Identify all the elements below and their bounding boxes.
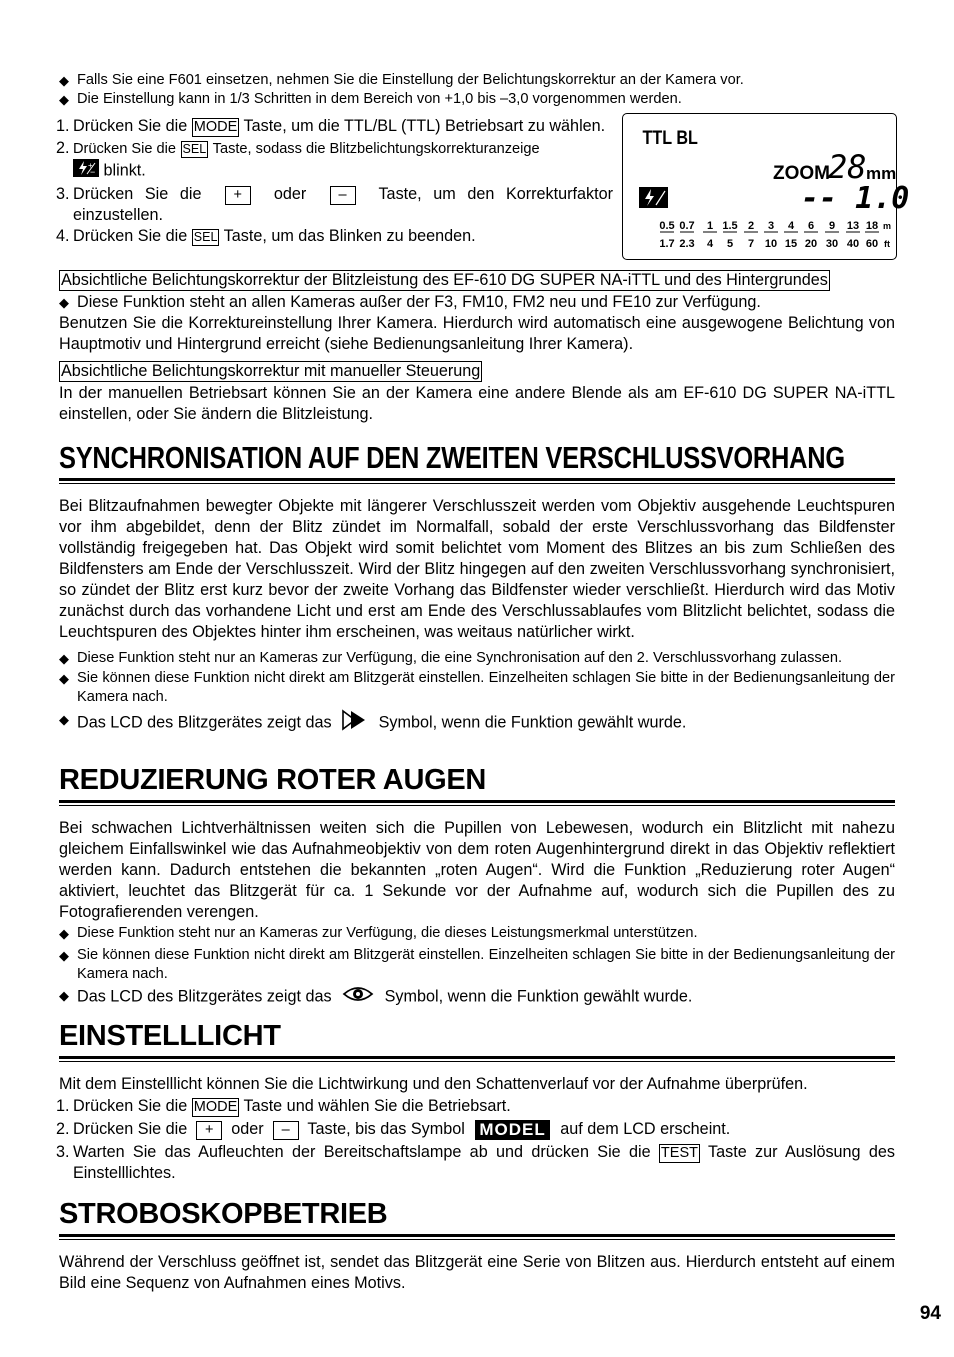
lcd-comp-value: -- 1.0 bbox=[801, 181, 910, 216]
bullet-item: ◆ Das LCD des Blitzgerätes zeigt das Symbol, wenn die Funktion gewählt wurde. bbox=[59, 709, 895, 737]
heading-rule bbox=[59, 478, 895, 484]
test-key: TEST bbox=[660, 1145, 698, 1161]
lcd-display bbox=[622, 113, 910, 260]
lcd-mode: TTL BL bbox=[642, 126, 698, 149]
heading-rule bbox=[59, 1234, 895, 1240]
diamond-icon: ◆ bbox=[59, 712, 69, 727]
plus-key: + bbox=[196, 1121, 222, 1140]
lcd-scale-label: 4 bbox=[706, 238, 714, 250]
flash-compensation-icon bbox=[73, 159, 99, 183]
heading-rule bbox=[59, 800, 895, 806]
paragraph: Bei schwachen Lichtverhältnissen weiten sich die Pupillen von Lebewesen, wodurch ein Blitzlicht mit nahezu gleichem Einfallswinkel wie das Aufnahmeobjektiv von dem roten Augenhintergrund direkt in das Objektiv reflektiert werden kann. Dadurch entstehen die bekannten „roten Augen“. Wird die Funktion „Reduzierung roter Augen“ aktiviert, leuchtet das Blitzgerät für ca. 1 Sekunde vor der Aufnahme auf, wodurch sich die Pupillen des zu Fotografierenden verengen. bbox=[59, 819, 895, 921]
lcd-scale-label: 30 bbox=[825, 238, 839, 250]
diamond-icon: ◆ bbox=[59, 948, 69, 963]
section-modelling-light bbox=[56, 1019, 895, 1184]
section-heading: SYNCHRONISATION AUF DEN ZWEITEN VERSCHLUSSVORHANG bbox=[59, 440, 845, 475]
step-1: 1. Drücken Sie die MODE Taste und wählen Sie die Betriebsart. bbox=[56, 1097, 511, 1115]
lcd-zoom-unit: mm bbox=[866, 164, 897, 183]
lcd-scale-label: 4 bbox=[787, 220, 795, 232]
lcd-scale-label: 1 bbox=[706, 220, 714, 232]
bullet-item: ◆ Die Einstellung kann in 1/3 Schritten in dem Bereich von +1,0 bis –3,0 vorgenommen werden. bbox=[59, 91, 682, 107]
lcd-zoom-label: ZOOM bbox=[773, 163, 830, 184]
lcd-scale-label: 1.7 bbox=[659, 238, 675, 250]
step-2: 2. Drücken Sie die SEL Taste, sodass die Blitzbelichtungskorrekturanzeige + − blinkt. bbox=[59, 138, 613, 183]
bullet-item: ◆ Falls Sie eine F601 einsetzen, nehmen Sie die Einstellung der Belichtungskorrektur an der Kamera vor. bbox=[59, 72, 744, 88]
bullet-item: ◆ Diese Funktion steht nur an Kameras zur Verfügung, die dieses Leistungsmerkmal unterstützen. bbox=[59, 925, 698, 941]
minus-key: – bbox=[273, 1121, 299, 1140]
lcd-scale-label: 6 bbox=[807, 220, 815, 232]
boxed-heading: Absichtliche Belichtungskorrektur mit manueller Steuerung bbox=[61, 362, 481, 380]
diamond-icon: ◆ bbox=[59, 73, 69, 88]
paragraph: Mit dem Einstelllicht können Sie die Lichtwirkung und den Schattenverlauf vor der Aufnahme überprüfen. bbox=[59, 1075, 808, 1093]
lcd-scale-unit: ft bbox=[884, 239, 890, 249]
lcd-scale-label: 7 bbox=[747, 238, 755, 250]
lcd-scale-label: 15 bbox=[784, 238, 798, 250]
lcd-zoom-value: 28 bbox=[828, 148, 867, 186]
section-strobo bbox=[59, 1197, 895, 1294]
section-heading: STROBOSKOPBETRIEB bbox=[59, 1198, 388, 1230]
lcd-scale-label: 5 bbox=[726, 238, 734, 250]
lcd-scale-unit: m bbox=[882, 221, 892, 231]
top-bullets bbox=[59, 71, 895, 109]
sel-key: SEL bbox=[182, 142, 207, 156]
bullet-item: ◆ Sie können diese Funktion nicht direkt am Blitzgerät einstellen. Einzelheiten schlagen Sie bitte in der Bedienungsanleitung der Kamera nach. bbox=[59, 670, 895, 705]
block-ttl-compensation bbox=[59, 270, 895, 355]
lcd-scale-label: 0.7 bbox=[679, 220, 695, 232]
lcd-feet-scale bbox=[659, 238, 890, 250]
lcd-scale-label: 3 bbox=[767, 220, 775, 232]
diamond-icon: ◆ bbox=[59, 92, 69, 107]
mode-key: MODE bbox=[193, 119, 238, 135]
lcd-scale-label: 20 bbox=[804, 238, 818, 250]
heading-rule bbox=[59, 1056, 895, 1062]
diamond-icon: ◆ bbox=[59, 988, 69, 1003]
red-eye-icon bbox=[342, 985, 374, 1009]
page-number: 94 bbox=[919, 1303, 941, 1324]
lcd-scale-label: 2.3 bbox=[679, 238, 695, 250]
boxed-heading: Absichtliche Belichtungskorrektur der Blitzleistung des EF-610 DG SUPER NA-iTTL und des Hintergrundes bbox=[61, 271, 828, 289]
bullet-item: ◆ Diese Funktion steht nur an Kameras zur Verfügung, die eine Synchronisation auf den 2. Verschlussvorhang zulassen. bbox=[59, 650, 843, 666]
svg-text:+: + bbox=[88, 161, 93, 170]
section-heading: EINSTELLLICHT bbox=[59, 1020, 281, 1052]
paragraph: In der manuellen Betriebsart können Sie an der Kamera eine andere Blende als am EF-610 DG SUPER NA-iTTL einstellen, oder Sie ändern die Blitzleistung. bbox=[59, 384, 895, 423]
lcd-scale-label: 18 bbox=[865, 220, 879, 232]
rear-curtain-sync-icon bbox=[340, 709, 370, 737]
lcd-meter-scale bbox=[659, 220, 891, 232]
lcd-scale-label: 9 bbox=[828, 220, 836, 232]
lcd-scale-label: 2 bbox=[747, 220, 755, 232]
step-3: 3. Warten Sie das Aufleuchten der Bereitschaftslampe ab und drücken Sie die TEST Taste zur Auslösung des Einstelllichtes. bbox=[56, 1143, 895, 1182]
lcd-scale-label: 10 bbox=[764, 238, 778, 250]
diamond-icon: ◆ bbox=[59, 671, 69, 686]
compensation-steps bbox=[56, 116, 614, 247]
section-heading: REDUZIERUNG ROTER AUGEN bbox=[59, 764, 487, 796]
svg-text:−: − bbox=[90, 167, 96, 177]
step-2: 2. Drücken Sie die + oder – Taste, bis das Symbol MODEL auf dem LCD erscheint. bbox=[56, 1119, 731, 1139]
lcd-scale-label: 13 bbox=[846, 220, 860, 232]
model-lcd-icon: MODEL bbox=[475, 1120, 549, 1140]
diamond-icon: ◆ bbox=[59, 651, 69, 666]
step-3: 3. Drücken Sie die + oder – Taste, um den Korrekturfaktor einzustellen. bbox=[56, 185, 614, 224]
paragraph: Während der Verschluss geöffnet ist, sendet das Blitzgerät eine Serie von Blitzen aus. Hierdurch entsteht auf einem Bild eine Sequenz von Aufnahmen eines Motivs. bbox=[59, 1253, 895, 1292]
lcd-scale-label: 1.5 bbox=[722, 220, 738, 232]
paragraph: Benutzen Sie die Korrektureinstellung Ihrer Kamera. Hierdurch wird automatisch eine ausgewogene Belichtung von Hauptmotiv und Hintergrund erreicht (siehe Bedienungsanleitung Ihrer Kamera). bbox=[59, 314, 895, 353]
lcd-flash-compensation-icon bbox=[639, 187, 668, 208]
bullet-item: ◆ Diese Funktion steht an allen Kameras außer der F3, FM10, FM2 neu und FE10 zur Verfügung. bbox=[59, 293, 761, 311]
plus-key: + bbox=[225, 186, 251, 205]
lcd-scale-label: 40 bbox=[846, 238, 860, 250]
step-4: 4. Drücken Sie die SEL Taste, um das Blinken zu beenden. bbox=[56, 227, 476, 245]
bullet-item: ◆ Das LCD des Blitzgerätes zeigt das Symbol, wenn die Funktion gewählt wurde. bbox=[59, 985, 895, 1009]
paragraph: Bei Blitzaufnahmen bewegter Objekte mit längerer Verschlusszeit werden vom Objektiv ausgehende Leuchtspuren vor ihm abgebildet, denn der Blitz zündet im Normalfall, sobald der erste Verschlussvorhang das Bildfenster vollständig freigegeben hat. Das Objekt wird somit belichtet vom Moment des Blitzes an bis zum Schließen des Bildfensters am Ende der Verschlusszeit. Wird der Blitz hingegen auf den zweiten Verschlussvorhang synchronisiert, so zündet der Blitz erst kurz bevor der zweite Vorhang das Bildfenster wieder verschließt. Hierdurch wird das Motiv zunächst durch das vorhandene Licht und erst am Ende des Verschlussablaufes vom Blitzlicht belichtet, sodass die Leuchtspuren des Objektes hinter ihm erscheinen, was weitaus natürlicher wirkt. bbox=[59, 497, 895, 641]
sel-key: SEL bbox=[193, 230, 218, 244]
section-sync bbox=[59, 441, 895, 737]
diamond-icon: ◆ bbox=[59, 926, 69, 941]
mode-key: MODE bbox=[193, 1099, 238, 1115]
lcd-scale-label: 60 bbox=[865, 238, 879, 250]
step-1: 1. Drücken Sie die MODE Taste, um die TTL/BL (TTL) Betriebsart zu wählen. bbox=[56, 117, 606, 135]
diamond-icon: ◆ bbox=[59, 295, 69, 310]
minus-key: – bbox=[330, 186, 356, 205]
bullet-item: ◆ Sie können diese Funktion nicht direkt am Blitzgerät einstellen. Einzelheiten schlagen Sie bitte in der Bedienungsanleitung der Kamera nach. bbox=[59, 947, 895, 982]
block-manual-compensation bbox=[59, 361, 895, 425]
section-redeye bbox=[59, 763, 895, 1009]
lcd-scale-label: 0.5 bbox=[659, 220, 675, 232]
